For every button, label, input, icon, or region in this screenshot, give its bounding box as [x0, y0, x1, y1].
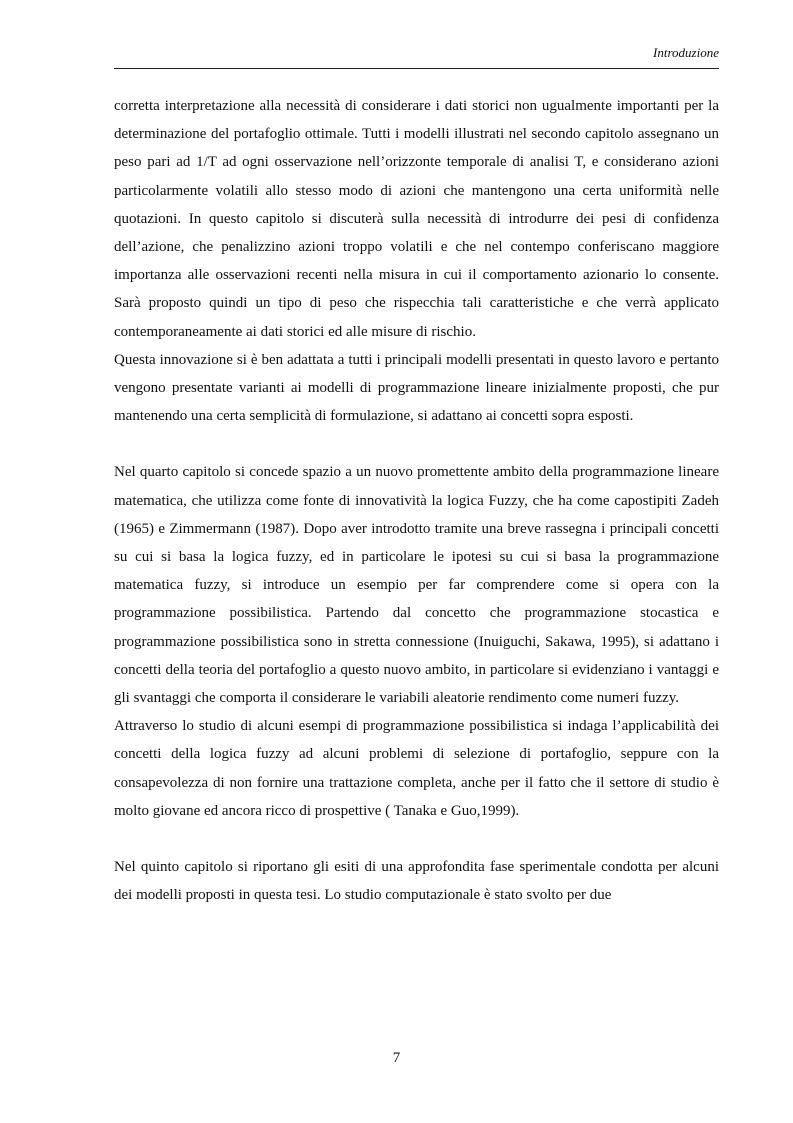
page-number: 7: [392, 1050, 401, 1066]
body-text: [114, 92, 719, 909]
paragraph-spacer: [114, 825, 719, 853]
paragraph-possibilistic-examples: Attraverso lo studio di alcuni esempi di programmazione possibilistica si indaga l’applicabilità dei concetti della logica fuzzy ad alcuni problemi di selezione di portafoglio, seppure con la consapevolezza di non fornire una trattazione completa, anche per il fatto che il settore di studio è molto giovane ed ancora ricco di prospettive ( Tanaka e Guo,1999).: [114, 718, 719, 819]
paragraph-weights-discussion: corretta interpretazione alla necessità di considerare i dati storici non ugualmente importanti per la determinazione del portafoglio ottimale. Tutti i modelli illustrati nel secondo capitolo assegnano un peso pari ad 1/T ad ogni osservazione nell’orizzonte temporale di analisi T, e considerano azioni particolarmente volatili allo stesso modo di azioni che mantengono una certa uniformità nelle quotazioni. In questo capitolo si discuterà sulla necessità di introdurre dei pesi di confidenza dell’azione, che penalizzino azioni troppo volatili e che nel contempo conferiscano maggiore importanza alle osservazioni recenti nella misura in cui il comportamento azionario lo consente. Sarà proposto quindi un tipo di peso che rispecchia tali caratteristiche e che verrà applicato contemporaneamente ai dati storici ed alle misure di rischio.: [114, 98, 719, 340]
running-header: [114, 44, 719, 69]
paragraph-innovation: Questa innovazione si è ben adattata a tutti i principali modelli presentati in questo lavoro e pertanto vengono presentate varianti ai modelli di programmazione lineare inizialmente proposti, che pur mantenendo una certa semplicità di formulazione, si adattano ai concetti sopra esposti.: [114, 351, 719, 425]
paragraph-fifth-chapter: Nel quinto capitolo si riportano gli esiti di una approfondita fase sperimentale condotta per alcuni dei modelli proposti in questa tesi. Lo studio computazionale è stato svolto per due: [114, 859, 719, 904]
paragraph-fourth-chapter: Nel quarto capitolo si concede spazio a un nuovo promettente ambito della programmazione lineare matematica, che utilizza come fonte di innovatività la logica Fuzzy, che ha come capostipiti Zadeh (1965) e Zimmermann (1987). Dopo aver introdotto tramite una breve rassegna i principali concetti su cui si basa la logica fuzzy, ed in particolare le ipotesi su cui si basa la programmazione matematica fuzzy, si introduce un esempio per far comprendere come si opera con la programmazione possibilistica. Partendo dal concetto che programmazione stocastica e programmazione possibilistica sono in stretta connessione (Inuiguchi, Sakawa, 1995), si adattano i concetti della teoria del portafoglio a questo nuovo ambito, in particolare si evidenziano i vantaggi e gli svantaggi che comporta il considerare le variabili aleatorie rendimento come numeri fuzzy.: [114, 464, 719, 707]
paragraph-spacer: [114, 430, 719, 458]
header-title: Introduzione: [653, 45, 719, 60]
